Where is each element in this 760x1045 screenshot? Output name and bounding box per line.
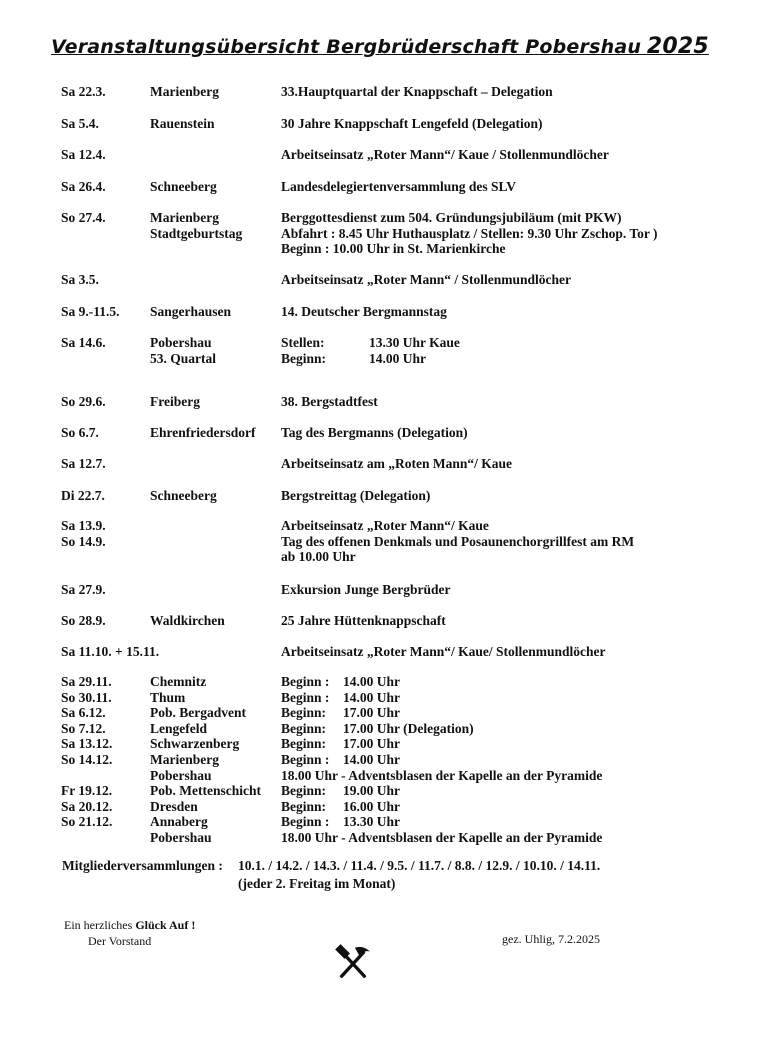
schedule-time: 19.00 Uhr [343,783,400,799]
event-description-line: Arbeitseinsatz „Roter Mann“/ Kaue / Stollenmundlöcher [281,147,609,162]
event-date-line: Sa 27.9. [61,582,106,597]
schedule-label: Beginn: [281,720,327,736]
member-meetings-label: Mitgliederversammlungen : [62,858,223,873]
event-date-line: Sa 26.4. [61,179,106,194]
event-place-line: Sangerhausen [150,304,232,319]
event-place-line: Schneeberg [150,488,217,503]
event-description [281,335,326,366]
event-place [150,335,216,366]
schedule-label: Beginn: [281,798,327,814]
event-place-line: Rauenstein [150,116,215,131]
schedule-time: 17.00 Uhr [343,736,400,752]
schedule-label: 18.00 Uhr - Adventsblasen der Kapelle an der Pyramide [281,767,603,783]
event-description-line: Bergstreittag (Delegation) [281,488,431,503]
event-date-line: So 27.4. [61,210,106,225]
event-time-line: 14.00 Uhr [369,350,426,366]
event-place-line: Schneeberg [150,179,217,194]
event-description-line: 14. Deutscher Bergmannstag [281,304,447,319]
event-date [61,116,99,132]
event-date-line: Sa 22.3. [61,84,106,99]
event-date-line: Sa 14.6. [61,335,106,350]
event-description-line: Stellen: [281,335,325,350]
event-date [61,613,106,629]
event-date-line: So 6.7. [61,425,99,440]
schedule-date: So 21.12. [61,814,113,830]
event-date-line: Sa 5.4. [61,116,99,131]
event-description [281,116,543,132]
schedule-date: Sa 20.12. [61,798,113,814]
event-date [61,210,106,226]
event-description [281,644,606,660]
event-place [150,116,215,132]
schedule-date: Sa 13.12. [61,736,113,752]
schedule-time: 17.00 Uhr [343,705,400,721]
event-date-line: So 29.6. [61,394,106,409]
schedule-place: Pob. Bergadvent [150,705,246,721]
event-description-line: Beginn: [281,350,327,366]
schedule-label: Beginn : [281,814,330,830]
event-description-line: Arbeitseinsatz „Roter Mann“ / Stollenmundlöcher [281,272,571,287]
title-text: Veranstaltungsübersicht Bergbrüderschaft Pobershau [51,36,642,58]
event-description [281,84,553,100]
schedule-place: Annaberg [150,814,208,830]
event-date [61,304,120,320]
event-place-line: Ehrenfriedersdorf [150,425,256,440]
event-date-line: Sa 9.-11.5. [61,304,120,319]
event-description [281,394,378,410]
event-description [281,147,609,163]
event-date [61,84,106,100]
schedule-time: 14.00 Uhr [343,674,400,689]
event-description-line: Arbeitseinsatz am „Roten Mann“/ Kaue [281,456,512,471]
schedule-label: Beginn: [281,705,327,721]
schedule-date: So 14.12. [61,752,113,767]
event-date [61,518,106,549]
greeting [64,917,195,949]
event-date-line: Sa 12.4. [61,147,106,162]
schedule-date: Sa 6.12. [61,705,106,721]
event-place-line: Stadtgeburtstag [150,225,243,241]
schedule-place: Marienberg [150,752,219,767]
schedule-time: 16.00 Uhr [343,798,400,814]
event-date-line: Sa 11.10. + 15.11. [61,644,160,659]
event-place [150,488,217,504]
event-place-line: Freiberg [150,394,200,409]
member-meetings-note: (jeder 2. Freitag im Monat) [238,876,396,891]
event-place-line: Waldkirchen [150,613,225,628]
event-place-line: Marienberg [150,210,219,225]
schedule-label: Beginn : [281,674,330,689]
event-description [281,179,516,195]
schedule-label: 18.00 Uhr - Adventsblasen der Kapelle an der Pyramide [281,830,603,845]
schedule-place: Thum [150,689,186,705]
event-date-line: Sa 3.5. [61,272,99,287]
event-date [61,147,106,163]
schedule-place: Dresden [150,798,198,814]
event-description [281,272,571,288]
signed-line: gez. Uhlig, 7.2.2025 [502,932,600,946]
schedule-label: Beginn : [281,752,330,767]
greeting-prefix: Ein herzliches [64,918,136,932]
event-description-line: Arbeitseinsatz „Roter Mann“/ Kaue [281,518,489,533]
title-year: 2025 [646,34,709,59]
event-place [150,210,242,241]
schedule-label: Beginn: [281,783,327,799]
event-description [281,613,446,629]
event-date-line: So 14.9. [61,533,106,549]
event-description-line: Berggottesdienst zum 504. Gründungsjubiläum (mit PKW) [281,210,622,225]
event-place [150,304,231,320]
signature-board: Der Vorstand [88,934,152,948]
event-description [281,456,512,472]
schedule-date: So 7.12. [61,720,106,736]
schedule-place: Pob. Mettenschicht [150,783,261,799]
event-place [150,394,200,410]
hammer-and-pick-icon [334,942,372,980]
event-place [150,84,219,100]
event-time [369,335,460,366]
schedule-label: Beginn : [281,689,330,705]
event-date [61,582,106,598]
event-description-line: Arbeitseinsatz „Roter Mann“/ Kaue/ Stollenmundlöcher [281,644,606,659]
event-date [61,272,99,288]
event-place-line: 53. Quartal [150,350,216,366]
event-description-line: 33.Hauptquartal der Knappschaft – Delegation [281,84,553,99]
schedule-place: Chemnitz [150,674,207,689]
event-description [281,582,451,598]
schedule-date: So 30.11. [61,689,112,705]
schedule-time: 14.00 Uhr [343,689,400,705]
event-place [150,179,217,195]
event-place-line: Marienberg [150,84,219,99]
schedule-place: Schwarzenberg [150,736,240,752]
schedule-time: 17.00 Uhr (Delegation) [343,720,474,736]
schedule-date: Fr 19.12. [61,783,113,799]
event-description [281,488,430,504]
event-description [281,518,634,565]
schedule-label: Beginn: [281,736,327,752]
event-date-line: Di 22.7. [61,488,105,503]
schedule-place: Lengefeld [150,720,207,736]
schedule-date: Sa 29.11. [61,674,112,689]
page-title [0,34,760,59]
event-place [150,425,255,441]
event-description [281,425,468,441]
event-date [61,644,159,660]
schedule-place: Pobershau [150,830,212,845]
event-date-line: So 28.9. [61,613,106,628]
event-description-line: 25 Jahre Hüttenknappschaft [281,613,446,628]
event-description-line: 30 Jahre Knappschaft Lengefeld (Delegation) [281,116,543,131]
event-description-line: Landesdelegiertenversammlung des SLV [281,179,517,194]
event-date [61,179,106,195]
schedule-time: 13.30 Uhr [343,814,400,830]
schedule-place: Pobershau [150,767,212,783]
event-time-line: 13.30 Uhr Kaue [369,335,460,350]
event-date [61,394,106,410]
event-description-line: Abfahrt : 8.45 Uhr Huthausplatz / Stellen: 9.30 Uhr Zschop. Tor ) [281,225,658,241]
event-description-line: Tag des Bergmanns (Delegation) [281,425,468,440]
event-date-line: Sa 13.9. [61,518,106,533]
event-description-line: Tag des offenen Denkmals und Posaunenchorgrillfest am RM [281,533,635,549]
event-description-line: ab 10.00 Uhr [281,549,356,564]
event-date [61,488,105,504]
event-place-line: Pobershau [150,335,212,350]
event-date [61,456,106,472]
event-date [61,335,106,351]
event-description [281,304,447,320]
event-description [281,210,658,257]
event-description-line: Exkursion Junge Bergbrüder [281,582,451,597]
event-date-line: Sa 12.7. [61,456,106,471]
event-description-line: 38. Bergstadtfest [281,394,378,409]
greeting-bold: Glück Auf ! [135,918,196,932]
event-date [61,425,99,441]
schedule-time: 14.00 Uhr [343,752,400,767]
event-description-line: Beginn : 10.00 Uhr in St. Marienkirche [281,241,506,256]
member-meetings-dates: 10.1. / 14.2. / 14.3. / 11.4. / 9.5. / 11.7. / 8.8. / 12.9. / 10.10. / 14.11. [238,858,601,873]
event-place [150,613,225,629]
